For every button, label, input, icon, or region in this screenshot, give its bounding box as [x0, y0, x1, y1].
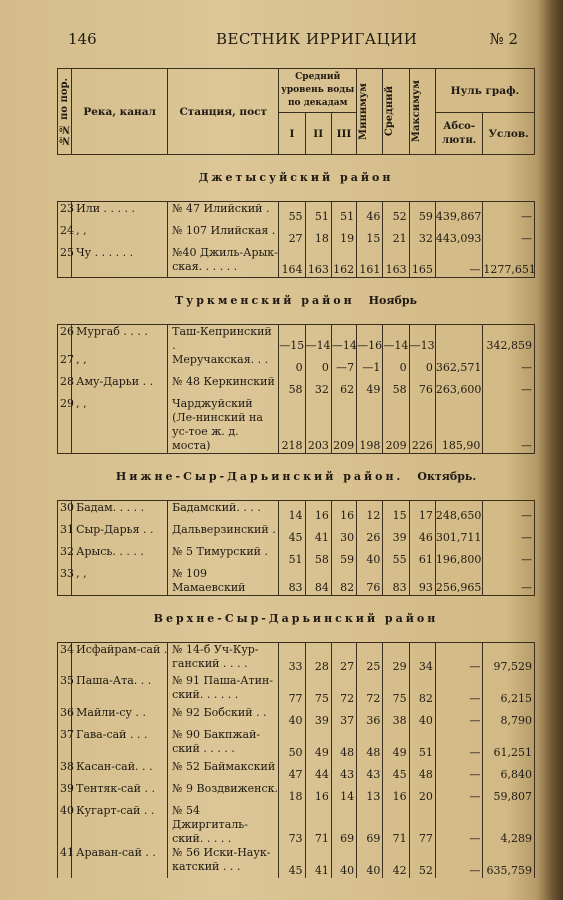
value-max: 0 [409, 353, 435, 375]
value-d1: 18 [279, 782, 305, 804]
station-name: №40 Джиль-Арык-ская. . . . . . [168, 246, 279, 278]
row-number: 24 [58, 224, 72, 246]
row-number: 38 [58, 760, 72, 782]
value-max: 76 [409, 375, 435, 397]
value-avg: 45 [383, 760, 409, 782]
value-avg: 39 [383, 523, 409, 545]
value-cond: 1277,651 [483, 246, 535, 278]
value-d2: 41 [305, 846, 331, 878]
value-max: 20 [409, 782, 435, 804]
station-name: Таш-Кепринский . [168, 325, 279, 354]
value-d2: 44 [305, 760, 331, 782]
value-max: 52 [409, 846, 435, 878]
value-avg: 55 [383, 545, 409, 567]
value-abs: 443,093 [435, 224, 482, 246]
river-name: Тентяк-сай . . [72, 782, 168, 804]
value-d2: 32 [305, 375, 331, 397]
value-avg: 38 [383, 706, 409, 728]
value-abs: 263,600 [435, 375, 482, 397]
value-max: 32 [409, 224, 435, 246]
value-d2: 163 [305, 246, 331, 278]
value-d3: 37 [331, 706, 356, 728]
river-name: Или . . . . . [72, 202, 168, 224]
value-d1: —15 [279, 325, 305, 354]
value-d2: 51 [305, 202, 331, 224]
value-avg: 42 [383, 846, 409, 878]
value-avg: —14 [383, 325, 409, 354]
table-row [58, 728, 535, 760]
value-min: 13 [357, 782, 383, 804]
value-d1: 58 [279, 375, 305, 397]
value-cond: — [483, 501, 535, 523]
table-row [58, 202, 535, 224]
section-title: Верхне-Сыр-Дарьинский район [153, 611, 439, 625]
value-cond: — [483, 202, 535, 224]
table-row [58, 782, 535, 804]
value-min: 198 [357, 397, 383, 454]
table-row [58, 325, 535, 354]
river-name: , , [72, 567, 168, 596]
value-d2: 84 [305, 567, 331, 596]
issue-number: № 2 [489, 30, 518, 48]
value-cond: 6,840 [483, 760, 535, 782]
hydro-table [57, 68, 535, 878]
river-name: Майли-су . . [72, 706, 168, 728]
value-d3: 40 [331, 846, 356, 878]
value-min: 40 [357, 545, 383, 567]
river-name: Сыр-Дарья . . [72, 523, 168, 545]
value-abs [435, 325, 482, 354]
value-avg: 163 [383, 246, 409, 278]
section-title: Туркменский район [175, 294, 355, 307]
row-number: 28 [58, 375, 72, 397]
value-avg: 21 [383, 224, 409, 246]
station-name: № 92 Бобский . . [168, 706, 279, 728]
value-abs: — [435, 674, 482, 706]
value-max: —13 [409, 325, 435, 354]
value-max: 77 [409, 804, 435, 846]
table-row [58, 545, 535, 567]
value-d3: 162 [331, 246, 356, 278]
value-d1: 55 [279, 202, 305, 224]
header-avg: Средний [383, 69, 409, 155]
value-min: —1 [357, 353, 383, 375]
row-number: 32 [58, 545, 72, 567]
row-number: 40 [58, 804, 72, 846]
value-d2: 203 [305, 397, 331, 454]
table-row [58, 353, 535, 375]
value-abs: — [435, 246, 482, 278]
value-abs: 301,711 [435, 523, 482, 545]
value-d3: 48 [331, 728, 356, 760]
value-max: 226 [409, 397, 435, 454]
value-d1: 14 [279, 501, 305, 523]
station-name: № 56 Иски-Наук-катский . . . [168, 846, 279, 878]
value-cond: — [483, 523, 535, 545]
table-row [58, 760, 535, 782]
value-cond: — [483, 567, 535, 596]
value-d1: 164 [279, 246, 305, 278]
section-title: Нижне-Сыр-Дарьинский район. [115, 470, 404, 483]
table-row [58, 642, 535, 674]
station-name: № 90 Бакпжай-ский . . . . . [168, 728, 279, 760]
value-d1: 83 [279, 567, 305, 596]
header-avg-decades: Средний уровень воды по декадам [279, 69, 357, 113]
value-max: 48 [409, 760, 435, 782]
value-min: 36 [357, 706, 383, 728]
river-name: , , [72, 224, 168, 246]
value-d1: 77 [279, 674, 305, 706]
value-abs: 196,800 [435, 545, 482, 567]
table-row [58, 224, 535, 246]
value-d2: 75 [305, 674, 331, 706]
river-name: Бадам. . . . . [72, 501, 168, 523]
value-cond: 61,251 [483, 728, 535, 760]
station-name: № 54 Джиргиталь-ский. . . . . [168, 804, 279, 846]
value-min: 15 [357, 224, 383, 246]
value-avg: 49 [383, 728, 409, 760]
header-decade-2: II [305, 113, 331, 155]
river-name: Аму-Дарьи . . [72, 375, 168, 397]
value-cond: 4,289 [483, 804, 535, 846]
station-name: Бадамский. . . . [168, 501, 279, 523]
value-min: 46 [357, 202, 383, 224]
table-row [58, 567, 535, 596]
value-d1: 73 [279, 804, 305, 846]
station-name: № 9 Воздвиженск. [168, 782, 279, 804]
header-zero-graph: Нуль граф. [435, 69, 534, 113]
table-row [58, 397, 535, 454]
value-max: 61 [409, 545, 435, 567]
value-cond: 97,529 [483, 642, 535, 674]
river-name: Кугарт-сай . . [72, 804, 168, 846]
value-avg: 0 [383, 353, 409, 375]
value-d2: 41 [305, 523, 331, 545]
value-max: 59 [409, 202, 435, 224]
table-row [58, 501, 535, 523]
value-d1: 47 [279, 760, 305, 782]
value-d3: 59 [331, 545, 356, 567]
value-avg: 15 [383, 501, 409, 523]
value-abs: — [435, 642, 482, 674]
value-d1: 50 [279, 728, 305, 760]
value-d1: 218 [279, 397, 305, 454]
value-cond: 635,759 [483, 846, 535, 878]
value-d3: —7 [331, 353, 356, 375]
value-cond: 342,859 [483, 325, 535, 354]
value-d3: 14 [331, 782, 356, 804]
value-abs: 256,965 [435, 567, 482, 596]
station-name: № 109 Мамаевский [168, 567, 279, 596]
row-number: 34 [58, 642, 72, 674]
table-row [58, 804, 535, 846]
value-min: 69 [357, 804, 383, 846]
value-d3: 19 [331, 224, 356, 246]
value-d1: 40 [279, 706, 305, 728]
header-decade-1: I [279, 113, 305, 155]
river-name: Исфайрам-сай . [72, 642, 168, 674]
value-min: 161 [357, 246, 383, 278]
value-avg: 29 [383, 642, 409, 674]
value-max: 40 [409, 706, 435, 728]
value-cond: — [483, 224, 535, 246]
value-d1: 0 [279, 353, 305, 375]
table-row [58, 375, 535, 397]
river-name: , , [72, 397, 168, 454]
section-heading [58, 595, 535, 642]
value-max: 46 [409, 523, 435, 545]
value-avg: 209 [383, 397, 409, 454]
value-max: 51 [409, 728, 435, 760]
value-d2: 49 [305, 728, 331, 760]
value-min: 49 [357, 375, 383, 397]
value-d2: —14 [305, 325, 331, 354]
value-max: 93 [409, 567, 435, 596]
station-name: № 5 Тимурский . [168, 545, 279, 567]
value-abs: — [435, 728, 482, 760]
table-body [58, 155, 535, 879]
page-number: 146 [68, 30, 97, 48]
value-d1: 27 [279, 224, 305, 246]
value-d3: 69 [331, 804, 356, 846]
section-heading [58, 454, 535, 501]
page-header [68, 30, 518, 52]
header-num: №№ по пор. [58, 69, 72, 155]
value-avg: 71 [383, 804, 409, 846]
value-d3: 16 [331, 501, 356, 523]
row-number: 35 [58, 674, 72, 706]
row-number: 36 [58, 706, 72, 728]
value-abs: 185,90 [435, 397, 482, 454]
header-max: Максимум [409, 69, 435, 155]
station-name: № 14-б Уч-Кур-ганский . . . . [168, 642, 279, 674]
value-d1: 45 [279, 523, 305, 545]
river-name: Арысь. . . . . [72, 545, 168, 567]
value-d2: 16 [305, 501, 331, 523]
table-row [58, 246, 535, 278]
book-binding [537, 0, 563, 900]
value-abs: — [435, 760, 482, 782]
section-heading [58, 278, 535, 325]
river-name: Касан-сай. . . [72, 760, 168, 782]
value-cond: 6,215 [483, 674, 535, 706]
value-d2: 18 [305, 224, 331, 246]
header-conditional: Услов. [483, 113, 535, 155]
value-d3: 43 [331, 760, 356, 782]
table-row [58, 706, 535, 728]
river-name: Мургаб . . . . [72, 325, 168, 354]
value-d1: 51 [279, 545, 305, 567]
value-d1: 33 [279, 642, 305, 674]
value-cond: — [483, 375, 535, 397]
value-max: 17 [409, 501, 435, 523]
value-abs: 248,650 [435, 501, 482, 523]
value-d2: 71 [305, 804, 331, 846]
value-d3: 30 [331, 523, 356, 545]
section-heading [58, 155, 535, 202]
station-name: № 107 Илийская . [168, 224, 279, 246]
value-min: 76 [357, 567, 383, 596]
value-avg: 58 [383, 375, 409, 397]
river-name: Паша-Ата. . . [72, 674, 168, 706]
value-min: 43 [357, 760, 383, 782]
row-number: 33 [58, 567, 72, 596]
value-min: 48 [357, 728, 383, 760]
value-cond: — [483, 545, 535, 567]
header-min: Минимум [357, 69, 383, 155]
value-d2: 0 [305, 353, 331, 375]
value-abs: — [435, 706, 482, 728]
value-min: —16 [357, 325, 383, 354]
river-name: Гава-сай . . . [72, 728, 168, 760]
header-decade-3: III [331, 113, 356, 155]
table-row [58, 674, 535, 706]
value-d3: 27 [331, 642, 356, 674]
row-number: 27 [58, 353, 72, 375]
journal-title: ВЕСТНИК ИРРИГАЦИИ [216, 30, 418, 48]
value-d2: 39 [305, 706, 331, 728]
station-name: № 91 Паша-Атин-ский. . . . . . [168, 674, 279, 706]
value-d3: 51 [331, 202, 356, 224]
value-abs: — [435, 804, 482, 846]
value-cond: 59,807 [483, 782, 535, 804]
header-river: Река, канал [72, 69, 168, 155]
value-max: 34 [409, 642, 435, 674]
table-header [58, 69, 535, 155]
station-name: Дальверзинский . [168, 523, 279, 545]
row-number: 26 [58, 325, 72, 354]
value-abs: 439,867 [435, 202, 482, 224]
value-d2: 58 [305, 545, 331, 567]
station-name: № 48 Керкинский [168, 375, 279, 397]
value-avg: 83 [383, 567, 409, 596]
value-cond: — [483, 397, 535, 454]
value-d3: 209 [331, 397, 356, 454]
value-abs: — [435, 846, 482, 878]
value-d3: 62 [331, 375, 356, 397]
value-avg: 52 [383, 202, 409, 224]
table-row [58, 523, 535, 545]
row-number: 25 [58, 246, 72, 278]
value-cond: 8,790 [483, 706, 535, 728]
row-number: 39 [58, 782, 72, 804]
value-d2: 16 [305, 782, 331, 804]
header-absolute: Абсо-лютн. [435, 113, 482, 155]
value-min: 40 [357, 846, 383, 878]
station-name: № 52 Баймакский [168, 760, 279, 782]
section-title: Джетысуйский район [198, 171, 394, 184]
value-avg: 75 [383, 674, 409, 706]
value-min: 12 [357, 501, 383, 523]
value-d3: 82 [331, 567, 356, 596]
value-d3: 72 [331, 674, 356, 706]
value-d2: 28 [305, 642, 331, 674]
value-min: 72 [357, 674, 383, 706]
row-number: 29 [58, 397, 72, 454]
row-number: 23 [58, 202, 72, 224]
value-d1: 45 [279, 846, 305, 878]
row-number: 31 [58, 523, 72, 545]
value-max: 82 [409, 674, 435, 706]
value-abs: 362,571 [435, 353, 482, 375]
value-min: 26 [357, 523, 383, 545]
row-number: 41 [58, 846, 72, 878]
value-avg: 16 [383, 782, 409, 804]
station-name: Меручакская. . . [168, 353, 279, 375]
header-station: Станция, пост [168, 69, 279, 155]
value-cond: — [483, 353, 535, 375]
value-max: 165 [409, 246, 435, 278]
row-number: 30 [58, 501, 72, 523]
value-abs: — [435, 782, 482, 804]
value-min: 25 [357, 642, 383, 674]
value-d3: —14 [331, 325, 356, 354]
station-name: № 47 Илийский . [168, 202, 279, 224]
river-name: Араван-сай . . [72, 846, 168, 878]
section-month: Ноябрь [368, 294, 417, 307]
station-name: Чарджуйский (Ле-нинский на ус-тое ж. д. моста) [168, 397, 279, 454]
river-name: Чу . . . . . . [72, 246, 168, 278]
row-number: 37 [58, 728, 72, 760]
section-month: Октябрь. [417, 470, 477, 483]
table-row [58, 846, 535, 878]
river-name: , , [72, 353, 168, 375]
